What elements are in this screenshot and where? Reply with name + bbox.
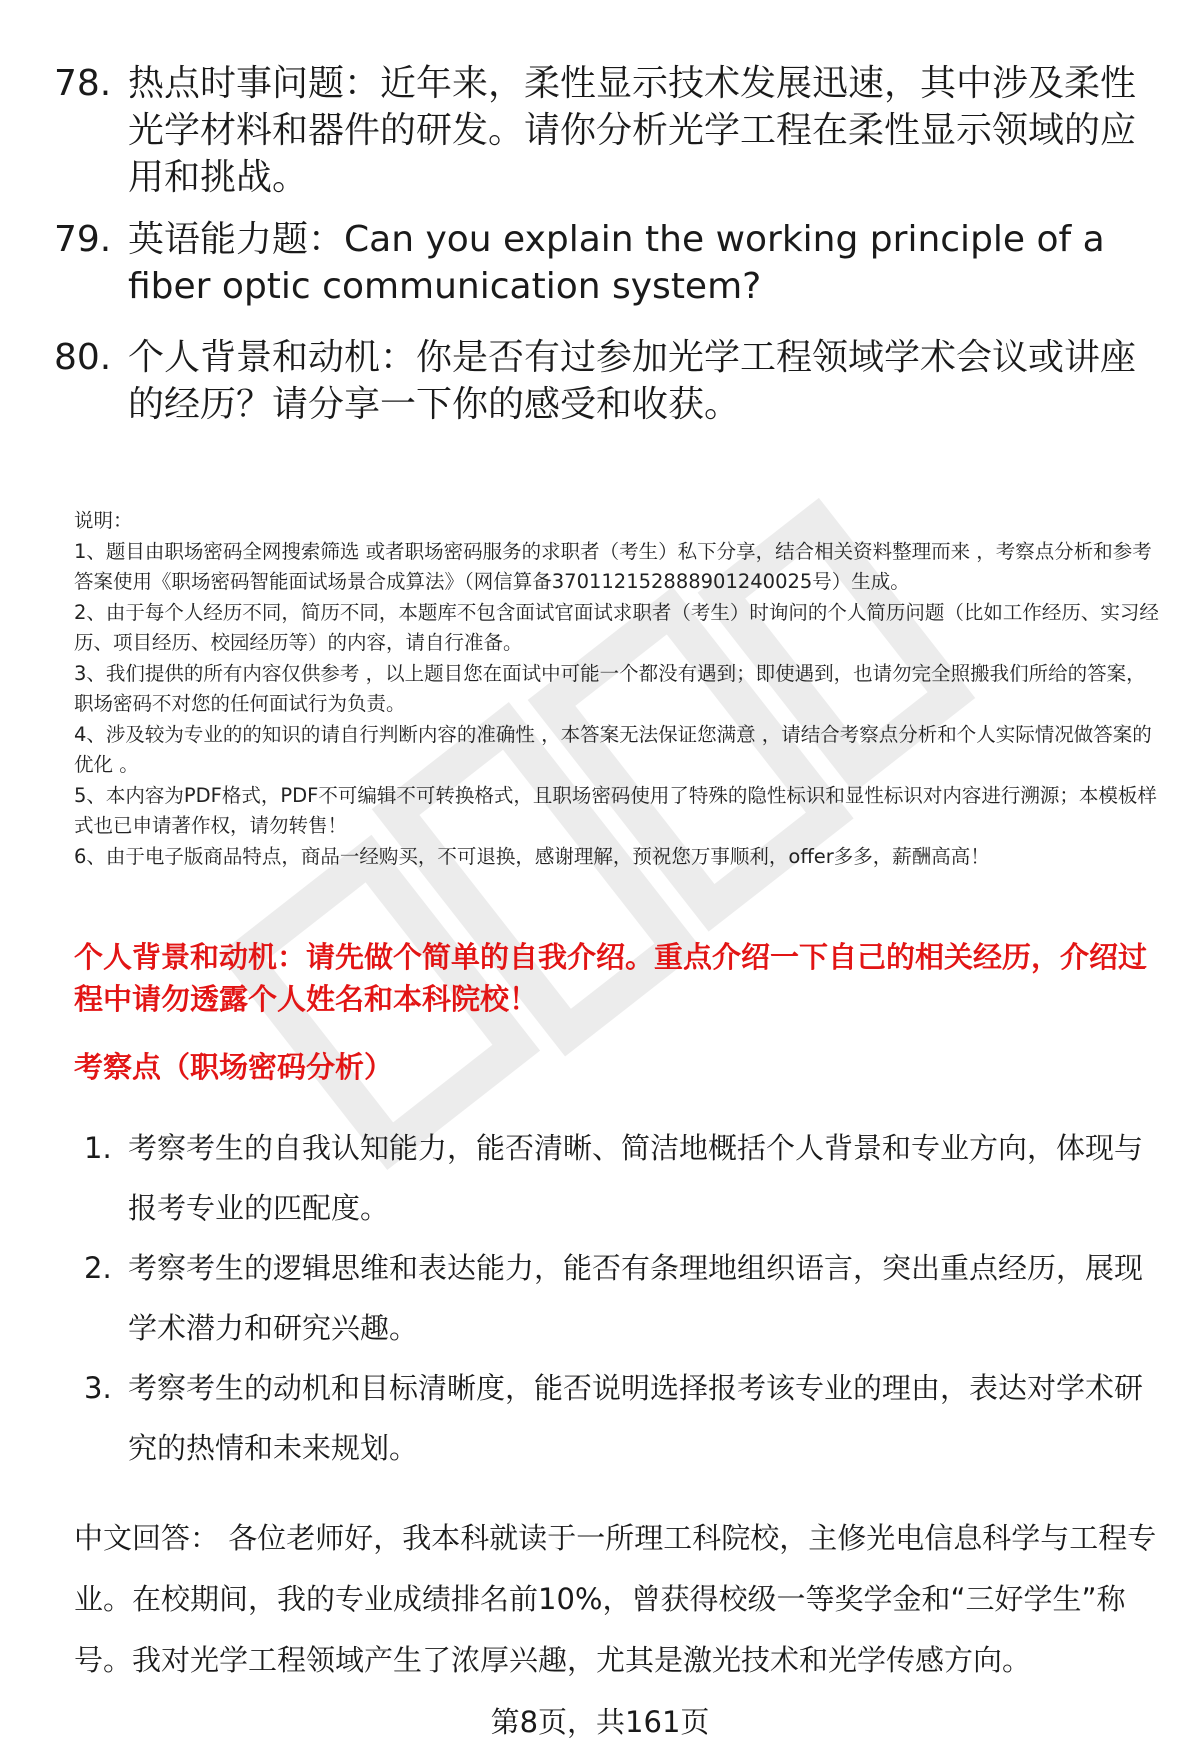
page-footer: 第8页，共161页 — [490, 1705, 710, 1739]
point-text: 考察考生的动机和目标清晰度，能否说明选择报考该专业的理由，表达对学术研究的热情和未来规划。 — [128, 1371, 1144, 1465]
point-text: 考察考生的逻辑思维和表达能力，能否有条理地组织语言，突出重点经历，展现学术潜力和研究兴趣。 — [128, 1251, 1144, 1345]
list-item — [84, 1238, 1164, 1358]
note-item: 5、本内容为PDF格式，PDF不可编辑不可转换格式，且职场密码使用了特殊的隐性标识和显性标识对内容进行溯源；本模板样式也已申请著作权，请勿转售！ — [74, 783, 1157, 837]
point-number: 3. — [84, 1371, 112, 1405]
question-text: 个人背景和动机：你是否有过参加光学工程领域学术会议或讲座的经历？请分享一下你的感受和收获。 — [128, 337, 1137, 425]
note-item: 2、由于每个人经历不同，简历不同，本题库不包含面试官面试求职者（考生）时询问的个人简历问题（比如工作经历、实习经历、项目经历、校园经历等）的内容，请自行准备。 — [74, 600, 1159, 654]
question-number: 79. — [54, 219, 112, 260]
list-item — [84, 1118, 1164, 1238]
note-item: 1、题目由职场密码全网搜索筛选 或者职场密码服务的求职者（考生）私下分享，结合相关资料整理而来 ，考察点分析和参考答案使用《职场密码智能面试场景合成算法》（网信算备370112152888901240025号）生成。 — [74, 539, 1152, 593]
note-item: 6、由于电子版商品特点，商品一经购买，不可退换，感谢理解，预祝您万事顺利，offer多多，薪酬高高！ — [74, 844, 990, 868]
notes-title: 说明： — [74, 509, 133, 532]
point-text: 考察考生的自我认知能力，能否清晰、简洁地概括个人背景和专业方向，体现与报考专业的匹配度。 — [128, 1131, 1144, 1225]
analysis-heading: 考察点（职场密码分析） — [74, 1050, 394, 1084]
point-number: 1. — [84, 1131, 112, 1165]
question-78 — [54, 60, 1164, 201]
exam-points-list — [84, 1118, 1164, 1478]
featured-question: 个人背景和动机：请先做个简单的自我介绍。重点介绍一下自己的相关经历，介绍过程中请勿透露个人姓名和本科院校！ — [74, 940, 1148, 1016]
question-79 — [54, 216, 1164, 310]
question-80 — [54, 334, 1164, 428]
question-text: 英语能力题：Can you explain the working principle of a fiber optic communication system? — [128, 219, 1105, 307]
chinese-answer: 中文回答： 各位老师好，我本科就读于一所理工科院校，主修光电信息科学与工程专业。在校期间，我的专业成绩排名前10%，曾获得校级一等奖学金和“三好学生”称号。我对光学工程领域产生了浓厚兴趣，尤其是激光技术和光学传感方向。 — [74, 1521, 1157, 1677]
note-item: 4、涉及较为专业的的知识的请自行判断内容的准确性 ，本答案无法保证您满意 ，请结合考察点分析和个人实际情况做答案的优化 。 — [74, 722, 1152, 776]
note-item: 3、我们提供的所有内容仅供参考 ，以上题目您在面试中可能一个都没有遇到；即使遇到，也请勿完全照搬我们所给的答案，职场密码不对您的任何面试行为负责。 — [74, 661, 1146, 715]
question-number: 80. — [54, 337, 112, 378]
list-item — [84, 1358, 1164, 1478]
notes-section — [74, 506, 1164, 872]
question-text: 热点时事问题：近年来，柔性显示技术发展迅速，其中涉及柔性光学材料和器件的研发。请你分析光学工程在柔性显示领域的应用和挑战。 — [128, 63, 1137, 198]
point-number: 2. — [84, 1251, 112, 1285]
question-number: 78. — [54, 63, 112, 104]
